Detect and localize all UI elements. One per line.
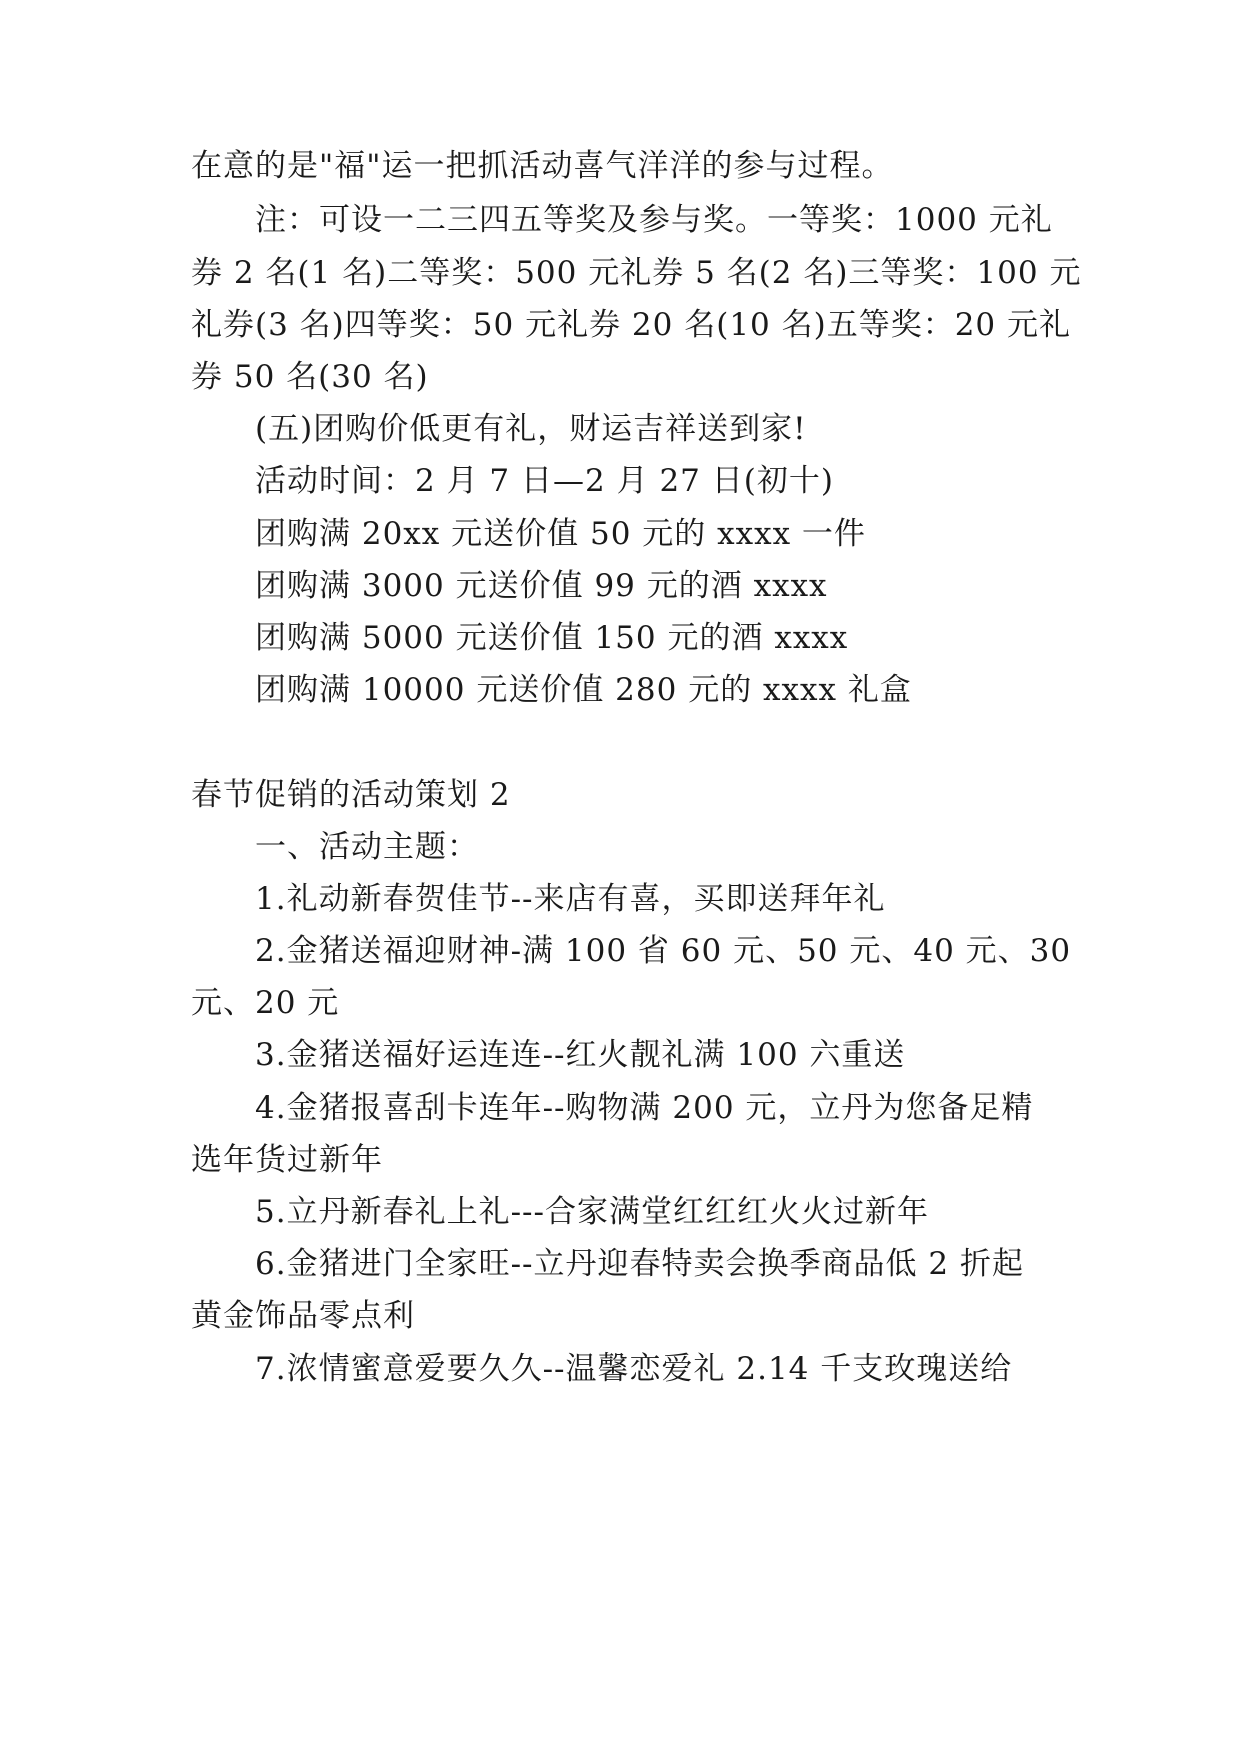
text-line: 5.立丹新春礼上礼---合家满堂红红红火火过新年 [255,1194,929,1230]
text-line: 4.金猪报喜刮卡连年--购物满 200 元，立丹为您备足精 [255,1090,1034,1126]
text-line: 礼券(3 名)四等奖：50 元礼券 20 名(10 名)五等奖：20 元礼 [191,307,1072,343]
text-line: 3.金猪送福好运连连--红火靓礼满 100 六重送 [255,1037,906,1073]
text-line: 1.礼动新春贺佳节--来店有喜，买即送拜年礼 [255,881,886,917]
text-line: 2.金猪送福迎财神-满 100 省 60 元、50 元、40 元、30 [255,933,1072,969]
text-line: 团购满 10000 元送价值 280 元的 xxxx 礼盒 [255,672,912,708]
text-line: 选年货过新年 [191,1142,383,1178]
text-line: 注：可设一二三四五等奖及参与奖。一等奖：1000 元礼 [255,202,1053,238]
section-heading: 春节促销的活动策划 2 [191,777,511,813]
text-line: 黄金饰品零点利 [191,1298,415,1334]
text-line: 券 2 名(1 名)二等奖：500 元礼券 5 名(2 名)三等奖：100 元 [191,255,1082,291]
text-line: 券 50 名(30 名) [191,359,429,395]
text-line: 在意的是"福"运一把抓活动喜气洋洋的参与过程。 [191,148,894,184]
text-line: 元、20 元 [191,985,340,1021]
text-line: 团购满 20xx 元送价值 50 元的 xxxx 一件 [255,516,866,552]
text-line: 6.金猪进门全家旺--立丹迎春特卖会换季商品低 2 折起 [255,1246,1024,1282]
text-line: 7.浓情蜜意爱要久久--温馨恋爱礼 2.14 千支玫瑰送给 [255,1351,1013,1387]
text-line: 活动时间：2 月 7 日—2 月 27 日(初十) [255,463,834,499]
text-line: 团购满 5000 元送价值 150 元的酒 xxxx [255,620,849,656]
text-line: 一、活动主题： [255,829,479,865]
text-line: 团购满 3000 元送价值 99 元的酒 xxxx [255,568,828,604]
text-line: (五)团购价低更有礼，财运吉祥送到家! [255,411,807,447]
